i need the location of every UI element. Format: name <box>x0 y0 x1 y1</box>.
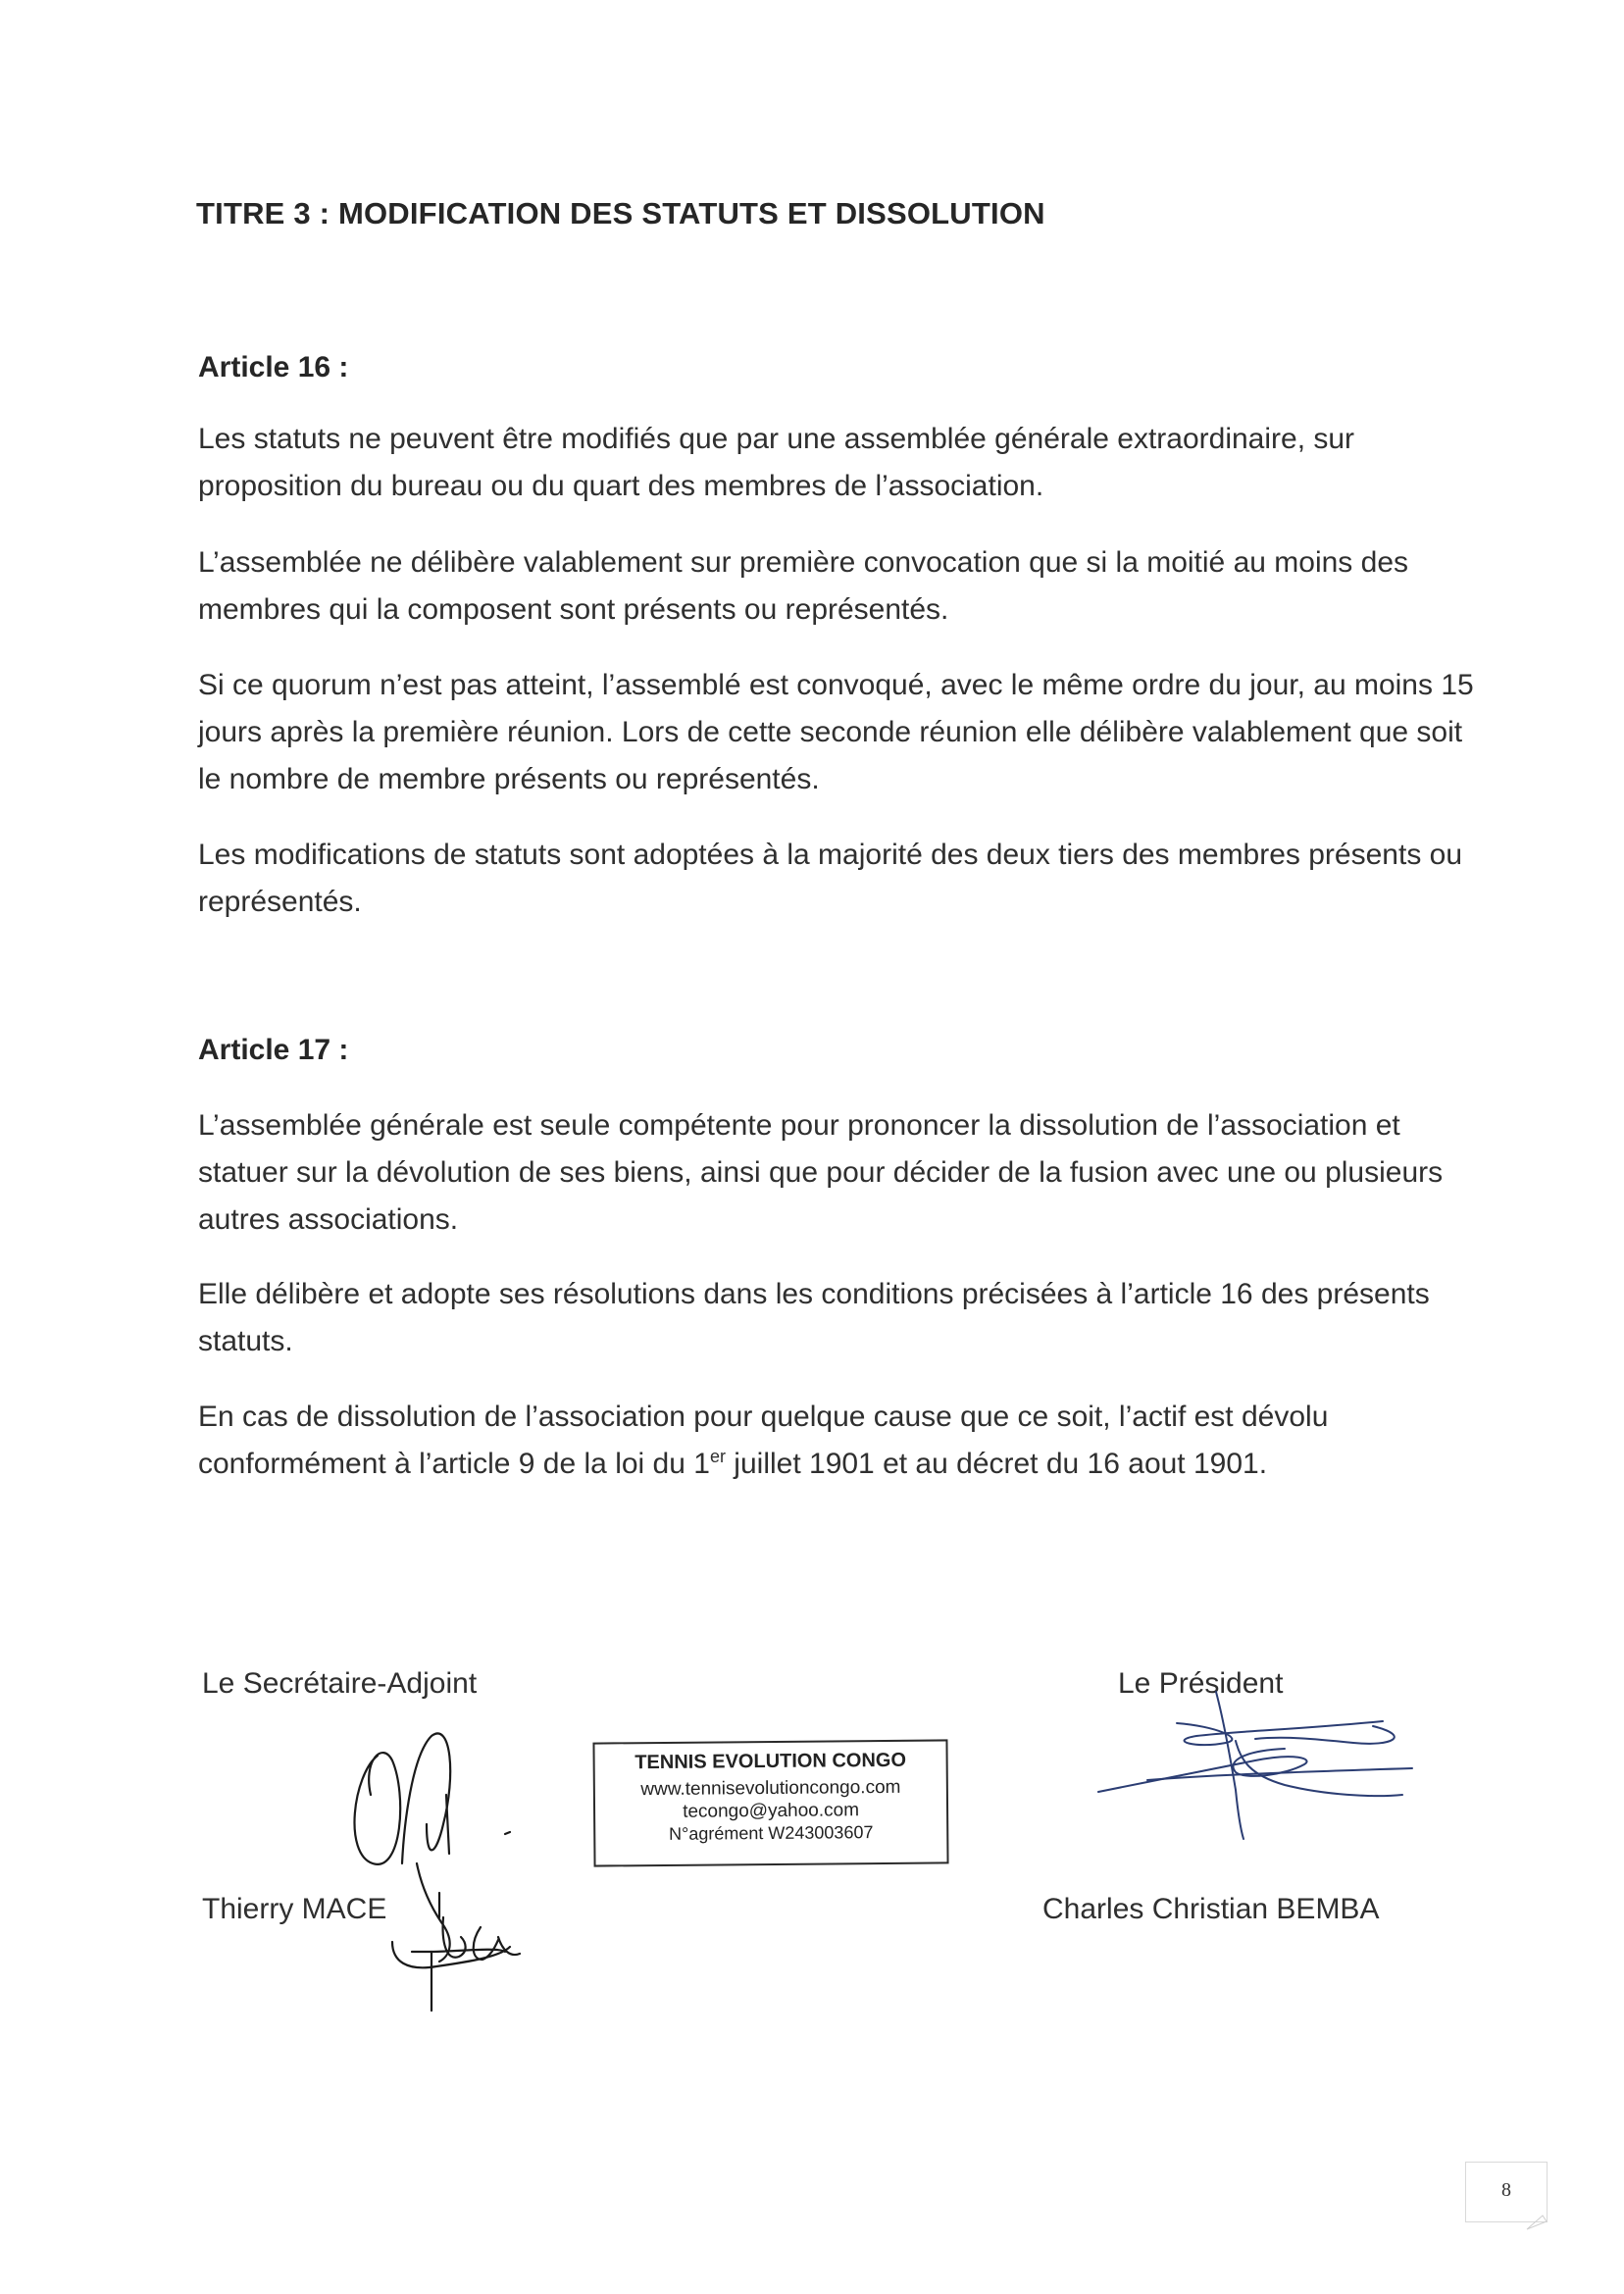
stamp-email: tecongo@yahoo.com <box>683 1800 860 1822</box>
secretary-role-label: Le Secrétaire-Adjoint <box>202 1667 478 1700</box>
president-role-label: Le Président <box>1118 1667 1284 1700</box>
ordinal-superscript: er <box>709 1447 726 1466</box>
article-17-p3-text-end: juillet 1901 et au décret du 16 aout 1901. <box>725 1448 1268 1480</box>
association-stamp <box>592 1739 948 1866</box>
secretary-signature <box>333 1716 549 2030</box>
article-16-paragraph-1: Les statuts ne peuvent être modifiés que par une assemblée générale extraordinaire, sur proposition du bureau ou du quart des membres de l’association. <box>198 423 1355 502</box>
president-signature <box>1089 1682 1422 1839</box>
stamp-org-name: TENNIS EVOLUTION CONGO <box>634 1749 907 1774</box>
secretary-name: Thierry MACE <box>202 1893 387 1925</box>
article-16-paragraph-3: Si ce quorum n’est pas atteint, l’assemblé est convoqué, avec le même ordre du jour, au moins 15 jours après la première réunion. Lors de cette seconde réunion elle délibère valablement que soit le nombre de membre présents ou représentés. <box>198 669 1474 795</box>
article-16-paragraph-4: Les modifications de statuts sont adoptées à la majorité des deux tiers des membres présents ou représentés. <box>198 839 1463 918</box>
article-16-paragraph-2: L’assemblée ne délibère valablement sur première convocation que si la moitié au moins des membres qui la composent sont présents ou représentés. <box>198 546 1409 626</box>
stamp-approval-number: N°agrément W243003607 <box>669 1822 874 1844</box>
page-curl-icon <box>1525 2212 1554 2231</box>
president-name: Charles Christian BEMBA <box>1042 1893 1380 1925</box>
article-17-p3-text: En cas de dissolution de l’association pour quelque cause que ce soit, l’actif est dévolu conformément à l’article 9 de la loi du 1 <box>198 1401 1329 1480</box>
page-number: 8 <box>1465 2162 1548 2222</box>
article-16-heading: Article 16 : <box>198 351 349 383</box>
article-17-paragraph-3 <box>198 1394 1483 1488</box>
article-17-heading: Article 17 : <box>198 1034 349 1066</box>
article-17-paragraph-1: L’assemblée générale est seule compétente pour prononcer la dissolution de l’association et statuer sur la dévolution de ses biens, ainsi que pour décider de la fusion avec une ou plusieurs autres associations. <box>198 1109 1444 1236</box>
stamp-website: www.tennisevolutioncongo.com <box>640 1776 901 1801</box>
article-17-paragraph-2: Elle délibère et adopte ses résolutions dans les conditions précisées à l’article 16 des présents statuts. <box>198 1278 1430 1357</box>
section-title: TITRE 3 : MODIFICATION DES STATUTS ET DISSOLUTION <box>196 196 1045 230</box>
